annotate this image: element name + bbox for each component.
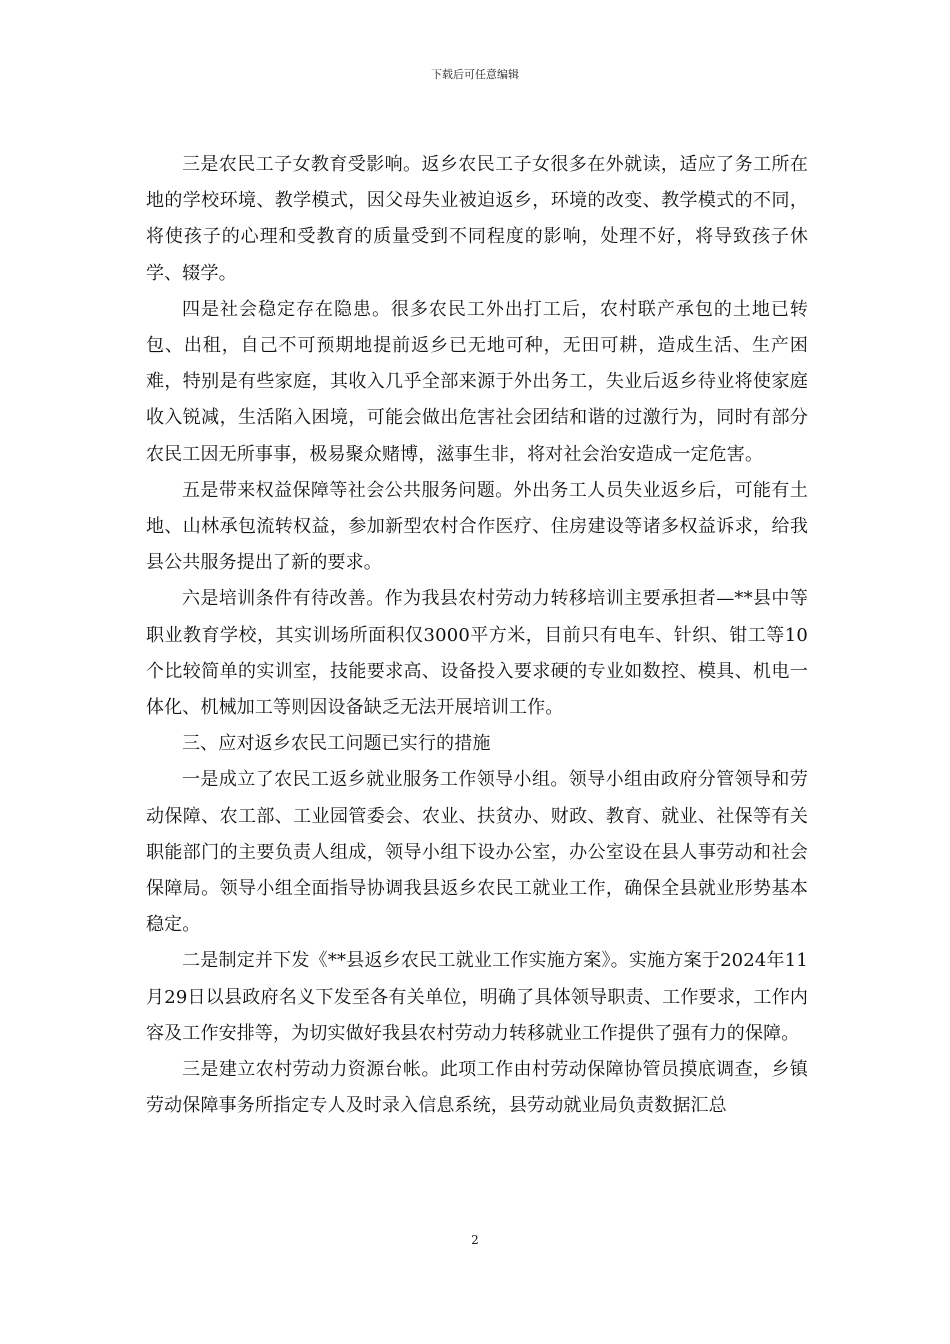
paragraph: 三是农民工子女教育受影响。返乡农民工子女很多在外就读，适应了务工所在地的学校环境、教学模式，因父母失业被迫返乡，环境的改变、教学模式的不同，将使孩子的心理和受教育的质量受到不同程度的影响，处理不好，将导致孩子休学、辍学。: [146, 154, 808, 284]
paragraph: 二是制定并下发《**县返乡农民工就业工作实施方案》。实施方案于2024年11月29日以县政府名义下发至各有关单位，明确了具体领导职责、工作要求，工作内容及工作安排等，为切实做好我县农村劳动力转移就业工作提供了强有力的保障。: [146, 950, 808, 1044]
paragraph: 三是建立农村劳动力资源台帐。此项工作由村劳动保障协管员摸底调查，乡镇劳动保障事务所指定专人及时录入信息系统，县劳动就业局负责数据汇总: [146, 1059, 808, 1117]
document-body: [146, 147, 808, 1124]
page-header: 下载后可任意编辑: [431, 68, 519, 81]
paragraph: 四是社会稳定存在隐患。很多农民工外出打工后，农村联产承包的土地已转包、出租，自己不可预期地提前返乡已无地可种，无田可耕，造成生活、生产困难，特别是有些家庭，其收入几乎全部来源于外出务工，失业后返乡待业将使家庭收入锐减，生活陷入困境，可能会做出危害社会团结和谐的过激行为，同时有部分农民工因无所事事，极易聚众赌博，滋事生非，将对社会治安造成一定危害。: [146, 298, 808, 465]
paragraph: 六是培训条件有待改善。作为我县农村劳动力转移培训主要承担者—**县中等职业教育学校，其实训场所面积仅3000平方米，目前只有电车、针织、钳工等10个比较简单的实训室，技能要求高、设备投入要求硬的专业如数控、模具、机电一体化、机械加工等则因设备缺乏无法开展培训工作。: [146, 588, 808, 719]
page-number: 2: [471, 1233, 479, 1247]
paragraph: 五是带来权益保障等社会公共服务问题。外出务工人员失业返乡后，可能有土地、山林承包流转权益，参加新型农村合作医疗、住房建设等诸多权益诉求，给我县公共服务提出了新的要求。: [146, 479, 808, 574]
paragraph: 一是成立了农民工返乡就业服务工作领导小组。领导小组由政府分管领导和劳动保障、农工部、工业园管委会、农业、扶贫办、财政、教育、就业、社保等有关职能部门的主要负责人组成，领导小组下设办公室，办公室设在县人事劳动和社会保障局。领导小组全面指导协调我县返乡农民工就业工作，确保全县就业形势基本稳定。: [146, 769, 808, 936]
section-heading: 三、应对返乡农民工问题已实行的措施: [182, 733, 491, 755]
